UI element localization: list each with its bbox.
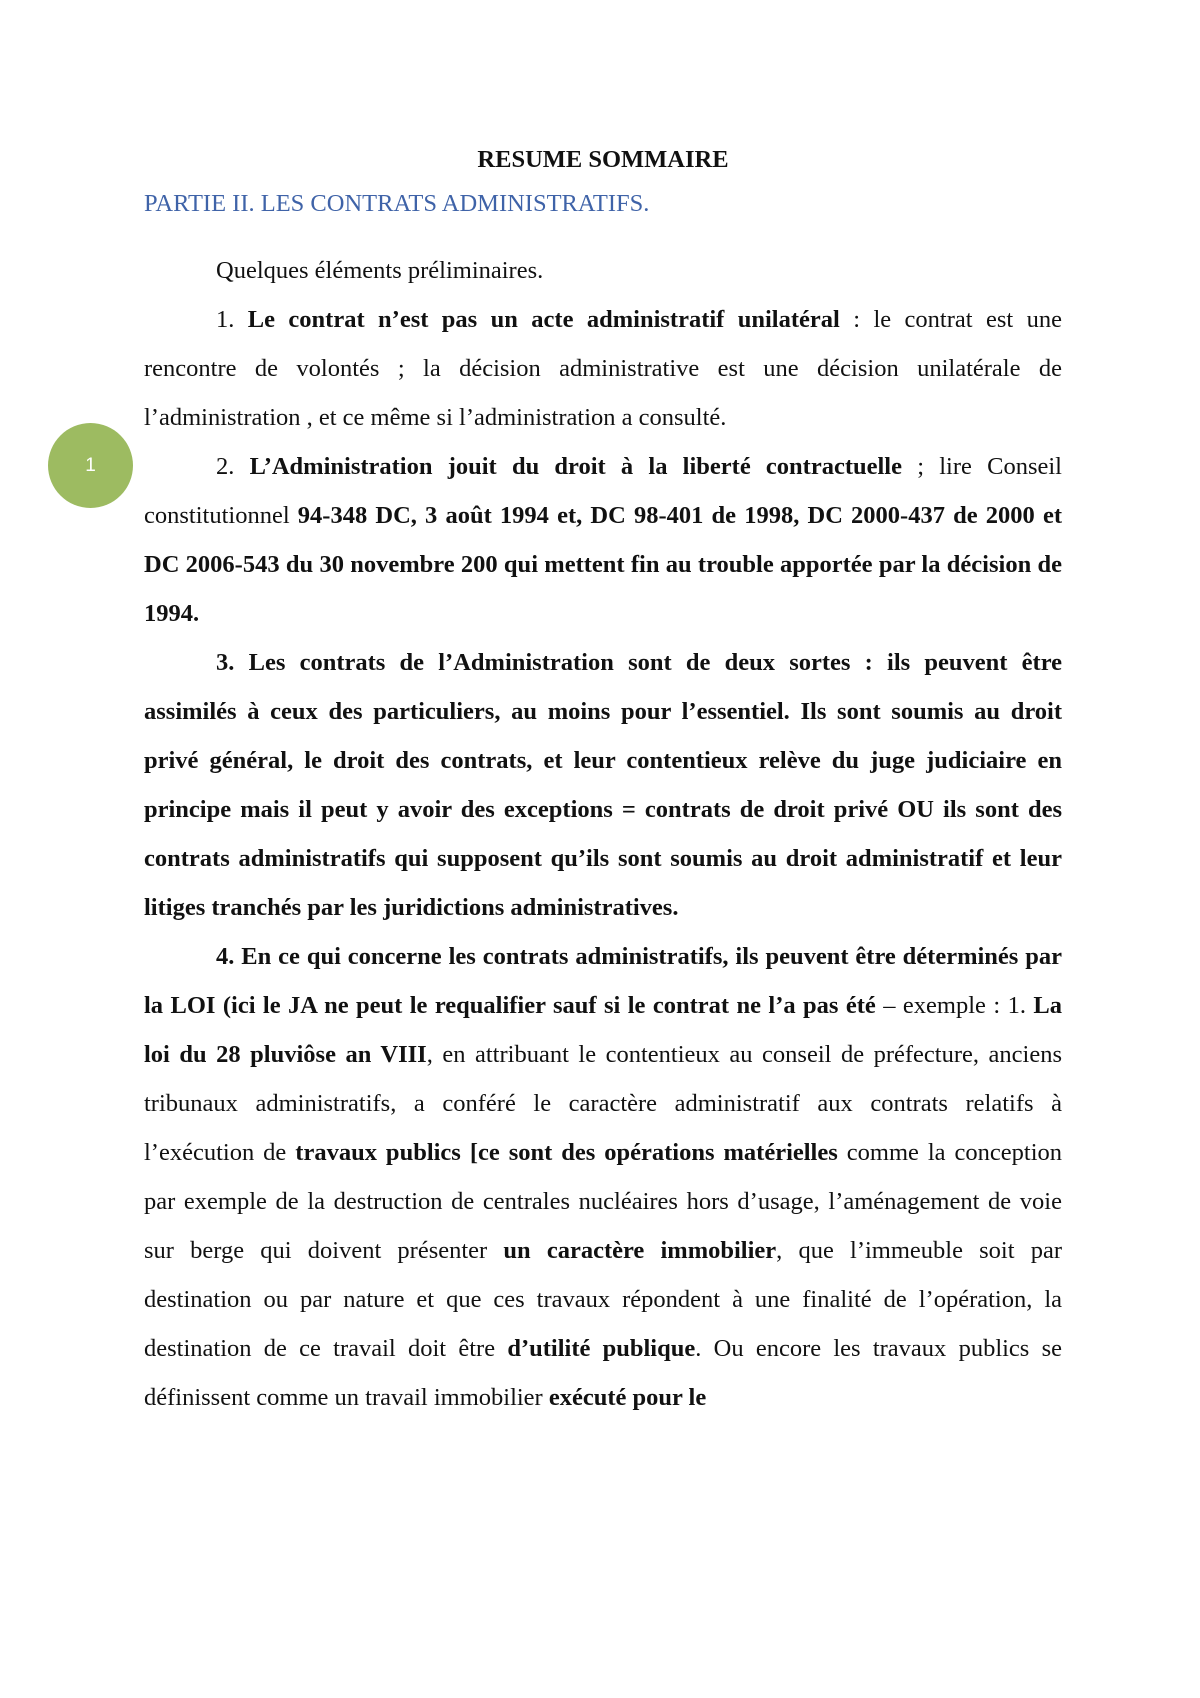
- paragraph-3: [144, 638, 1062, 932]
- p4-bold-4: un caractère immobilier: [503, 1237, 777, 1264]
- p2-bold-2: 94-348 DC, 3 août 1994 et, DC 98-401 de 1998, DC 2000-437 de 2000 et DC 2006-543 du 30 novembre 200 qui mettent fin au trouble apportée par la décision de 1994.: [144, 502, 1062, 627]
- p3-bold: 3. Les contrats de l’Administration sont de deux sortes : ils peuvent être assimilés à ceux des particuliers, au moins pour l’essentiel. Ils sont soumis au droit privé général, le droit des contrats, et leur contentieux relève du juge judiciaire en principe mais il peut y avoir des exceptions = contrats de droit privé OU ils sont des contrats administratifs qui supposent qu’ils sont soumis au droit administratif et leur litiges tranchés par les juridictions administratives.: [144, 649, 1062, 921]
- p1-rest: : le contrat est une rencontre de volontés ; la décision administrative est une décision unilatérale de l’administration , et ce même si l’administration a consulté.: [144, 306, 1063, 431]
- p1-bold: Le contrat n’est pas un acte administratif unilatéral: [247, 306, 840, 333]
- p4-bold-3: travaux publics [ce sont des opérations matérielles: [295, 1139, 838, 1166]
- p4-bold-5: d’utilité publique: [507, 1335, 696, 1362]
- page-number-badge: 1: [48, 423, 133, 508]
- section-heading: PARTIE II. LES CONTRATS ADMINISTRATIFS.: [144, 190, 650, 217]
- p4-bold-6: exécuté pour le: [548, 1384, 707, 1411]
- document-body: [144, 140, 1062, 1422]
- p4-text-2: , en attribuant le contentieux au conseil de préfecture, anciens tribunaux administratifs, a conféré le caractère administratif aux contrats relatifs à l’exécution de: [144, 1041, 1063, 1166]
- intro-line: Quelques éléments préliminaires.: [216, 257, 544, 284]
- p4-text-4: , que l’immeuble soit par destination ou par nature et que ces travaux répondent à une finalité de l’opération, la destination de ce travail doit être: [144, 1237, 1063, 1362]
- paragraph-4: [144, 932, 1062, 1422]
- p4-bold-2: La loi du 28 pluviôse an VIII: [144, 992, 1062, 1068]
- p2-bold-1: L’Administration jouit du droit à la liberté contractuelle: [249, 453, 902, 480]
- p4-bold-1: 4. En ce qui concerne les contrats administratifs, ils peuvent être déterminés par la LOI (ici le JA ne peut le requalifier sauf si le contrat ne l’a pas été: [144, 943, 1062, 1019]
- p1-number: 1.: [216, 306, 248, 333]
- p4-text-3: comme la conception par exemple de la destruction de centrales nucléaires hors d’usage, l’aménagement de voie sur berge qui doivent présenter: [144, 1139, 1063, 1264]
- p4-text-1: – exemple : 1.: [875, 992, 1034, 1019]
- paragraph-1: [144, 295, 1062, 442]
- p2-number: 2.: [216, 453, 250, 480]
- document-title: RESUME SOMMAIRE: [477, 146, 729, 173]
- p2-mid: ; lire Conseil constitutionnel: [144, 453, 1062, 529]
- paragraph-2: [144, 442, 1062, 638]
- p4-text-5: . Ou encore les travaux publics se définissent comme un travail immobilier: [144, 1335, 1063, 1411]
